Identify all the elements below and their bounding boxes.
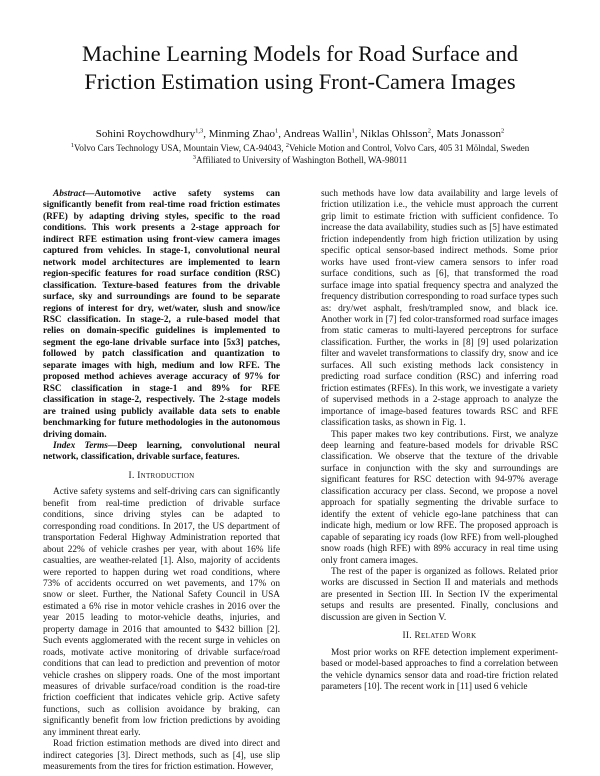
author-separator: , (354, 128, 361, 140)
affiliation-text: Volvo Cars Technology USA, Mountain View, CA-94043, (74, 143, 286, 153)
right-paragraph-1: such methods have low data availability and large levels of friction utilization i.e., the vehicle must approach the current grip limit to estimate friction with sufficient confidence. To increase the data availability, studies such as [5] have estimated friction independently from high friction utilization by using specific optical sensor-based indirect methods. Some prior works have used front-view camera sensors to infer road surface conditions, such as [6], that transformed the road surface image into spatial frequency spectra and analyzed the frequency distribution corresponding to road surface types such as: dry/wet asphalt, fresh/trampled snow, and black ice. Another work in [7] fed color-transformed road surface images from static cameras to multi-layered perceptrons for surface classification. Further, the works in [8] [9] used polarization filter and wavelet transformations to classify dry, snow and ice surfaces. All such existing methods lack consistency in predicting road surface condition (RSC) and inferring road friction estimates (RFEs). In this work, we investigate a variety of supervised methods in a 2-stage approach to analyze the importance of image-based features towards RSC and RFE classification tasks, as shown in Fig. 1. (321, 189, 558, 429)
affiliation-text: Affiliated to University of Washington Bothell, WA-98011 (196, 155, 408, 165)
author-sup: 1 (351, 127, 355, 135)
author-name: Sohini Roychowdhury (95, 128, 196, 140)
right-paragraph-2: This paper makes two key contributions. First, we analyze deep learning and feature-based models for drivable RSC classification. We observe that the texture of the drivable surface in conjunction with the sky and surroundings are significant features for RSC detection with 94-97% average classification accuracy per class. Second, we propose a novel approach for spatially segmenting the drivable surface to identify the extent of vehicle ego-lane patchiness that can indicate high, medium or low RFE. The proposed approach is capable of separating icy roads (low RFE) from well-ploughed snow roads (high RFE) with 89% accuracy in real time using only front camera images. (321, 429, 558, 566)
index-terms-label: Index Terms (53, 440, 108, 451)
abstract (43, 189, 280, 441)
author-name: Andreas Wallin (283, 128, 352, 140)
author-sup: 2 (500, 127, 505, 135)
author-list (20, 128, 580, 141)
affiliation-text: Vehicle Motion and Control, Volvo Cars, 405 31 Mölndal, Sweden (289, 143, 530, 153)
author-sup: 1,3 (195, 127, 204, 135)
abstract-label: Abstract (53, 189, 86, 199)
affiliation-line-1 (10, 142, 590, 154)
author-separator: , (430, 128, 437, 140)
index-terms-text: —Deep learning, convolutional neural network, classification, drivable surface, features. (43, 440, 280, 463)
section-heading-related-work: II. Related Work (402, 631, 477, 642)
intro-paragraph-1: Active safety systems and self-driving cars can significantly benefit from real-time prediction of drivable surface conditions, since driving styles can be adapted to corresponding road conditions. In 2017, the US department of transportation Federal Highway Administration reported that about 22% of vehicle crashes per year, with about 16% life casualties, are weather-related [1]. Also, majority of accidents were reported to happen during wet road conditions, where 73% of accidents occurred on wet pavements, and 17% on snow or sleet. Further, the National Safety Council in USA estimated a 6% rise in motor vehicle crashes in 2016 over the year 2015 leading to motor-vehicle deaths, injuries, and property damage in 2016 that amounted to $432 billion [2]. Such events agglomerated with the recent surge in vehicles on roads, motivate active monitoring of drivable surface/road conditions that can lead to prediction and prevention of motor vehicle crashes on slippery roads. One of the most important measures of drivable surface/road condition is the road-tire friction coefficient that indicates vehicle grip. Active safety functions, such as collision avoidance by braking, can significantly benefit from low friction predictions by avoiding any imminent threat early. (43, 487, 280, 738)
related-paragraph-1: Most prior works on RFE detection implement experiment-based or model-based approaches to find a correlation between the vehicle dynamics sensor data and road-tire friction related parameters [10]. The recent work in [11] used 6 vehicle (321, 647, 558, 693)
section-heading-introduction: I. Introduction (128, 470, 195, 481)
abstract-text: —Automotive active safety systems can significantly benefit from real-time road friction estimates (RFE) by adapting driving styles, specific to the road conditions. This work presents a 2-stage approach for indirect RFE estimation using front-view camera images captured from vehicles. In stage-1, convolutional neural network model architectures are implemented to learn region-specific features for road surface condition (RSC) classification. Texture-based features from the drivable surface, sky and surroundings are found to be separate regions of interest for dry, wet/water, slush and snow/ice RSC classification. In stage-2, a rule-based model that relies on domain-specific guidelines is implemented to segment the ego-lane drivable surface into [5x3] patches, followed by patch classification and quantization to separate images with high, medium and low RFE. The proposed method achieves average accuracy of 97% for RSC classification in stage-1 and 89% for RFE classification in stage-2, respectively. The 2-stage models are trained using publicly available data sets to enable benchmarking for future methodologies in the autonomous driving domain. (43, 189, 280, 440)
author-name: Minming Zhao (208, 128, 276, 140)
paper-title (20, 40, 580, 96)
author-sup: 1 (275, 127, 279, 135)
author-name: Mats Jonasson (436, 128, 501, 140)
author-sup: 2 (427, 127, 431, 135)
title-line-1: Machine Learning Models for Road Surface and (81, 41, 519, 66)
right-column (321, 189, 558, 693)
author-name: Niklas Ohlsson (360, 128, 428, 140)
affiliation-sup: 3 (192, 154, 197, 161)
title-line-2: Friction Estimation using Front-Camera Images (84, 69, 516, 94)
intro-paragraph-2: Road friction estimation methods are dived into direct and indirect categories [3]. Direct methods, such as [4], use slip measurements from the tires for friction estimation. However, (43, 739, 280, 773)
index-terms (43, 441, 280, 464)
affiliation-sup: 1 (70, 142, 75, 149)
author-separator: , (203, 128, 209, 140)
left-column (43, 189, 280, 774)
affiliation-line-2 (10, 154, 590, 166)
right-paragraph-3: The rest of the paper is organized as follows. Related prior works are discussed in Section II and materials and methods are presented in Section III. In Section IV the experimental setups and results are presented. Finally, conclusions and discussion are given in Section V. (321, 566, 558, 623)
affiliation-sup: 2 (285, 142, 290, 149)
author-separator: , (278, 128, 284, 140)
